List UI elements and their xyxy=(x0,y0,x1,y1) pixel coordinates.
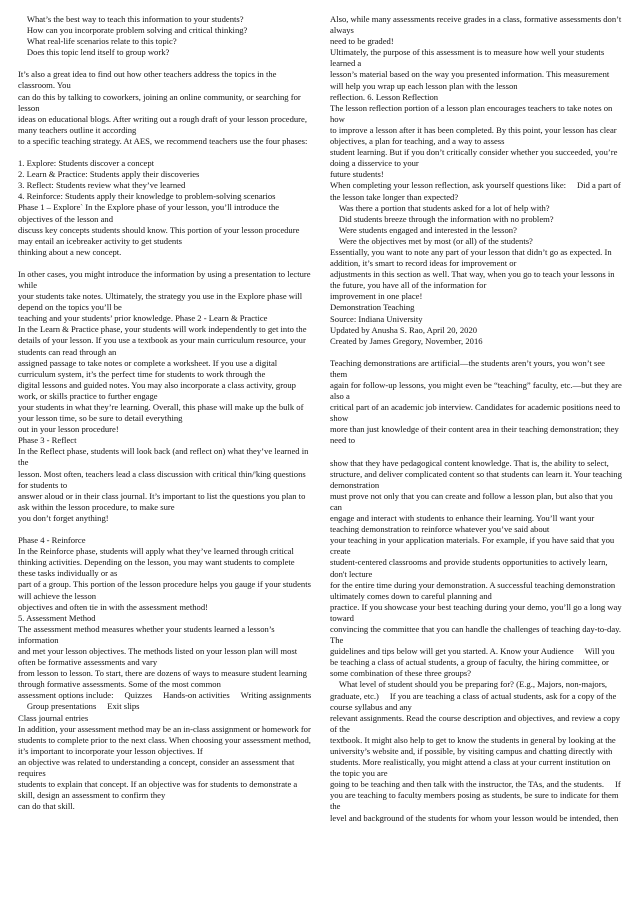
text-line: Did students breeze through the information with no problem? xyxy=(330,213,545,224)
text-line: In the Reflect phase, students will look back (and reflect on) what they’ve learned in the xyxy=(18,446,309,468)
text-line: student-centered classrooms and provide students opportunities to actively learn, don't lecture xyxy=(330,557,608,579)
text-line: The assessment method measures whether your students learned a lesson’s information xyxy=(18,623,275,645)
text-line: ideas on educational blogs. After writing out a rough draft of your lesson procedure, many teachers outline it according xyxy=(18,113,308,135)
paragraph-gap xyxy=(18,258,314,269)
text-line: practice. If you showcase your best teaching during your demo, you’ll go a long way toward xyxy=(330,601,622,623)
text-line: In other cases, you might introduce the information by using a presentation to lecture while xyxy=(18,268,311,290)
text-line: to a specific teaching strategy. At AES, we recommend teachers use the four phases: xyxy=(18,135,308,146)
text-line: assessment options include: Quizzes Hands-on activities Writing assignments Group presentations Exit slips xyxy=(18,690,309,712)
text-line: can do this by talking to coworkers, joining an online community, or searching for lesson xyxy=(18,91,301,113)
text-line: show that they have pedagogical content knowledge. That is, the ability to select, structure, and deliver complicated content so that students can learn it. Your teaching demonstration xyxy=(330,457,622,490)
text-line: How can you incorporate problem solving and critical thinking? xyxy=(18,25,239,36)
text-line: Does this topic lend itself to group work? xyxy=(18,47,161,58)
text-line: Updated by Anusha S. Rao, April 20, 2020 xyxy=(330,324,478,335)
text-line: textbook. It might also help to get to know the students in general by looking at the xyxy=(330,734,616,745)
text-line: convincing the committee that you can handle the challenges of teaching day-to-day. The xyxy=(330,623,622,646)
text-line: Source: Indiana University xyxy=(330,313,423,324)
text-line: can do that skill. xyxy=(18,801,75,812)
text-line: Were the objectives met by most (or all) of the students? xyxy=(330,235,525,246)
text-line: from lesson to lesson. To start, there are dozens of ways to measure student learning through formative assessments. Some of the most common xyxy=(18,668,307,690)
text-line: students to complete prior to the next class. When choosing your assessment method, it’s important to incorporate your lesson objectives. If xyxy=(18,734,311,756)
text-line: details of your lesson. If you use a textbook as your main curriculum resource, your students can read through an xyxy=(18,335,306,357)
text-line: 5. Assessment Method xyxy=(18,612,96,623)
text-line: Phase 4 - Reinforce xyxy=(18,535,86,546)
text-line: need to be graded! xyxy=(330,36,394,47)
text-line: an objective was related to understanding a concept, consider an assessment that requires xyxy=(18,756,295,778)
text-line: digital lessons and guided notes. You may also incorporate a class activity, group work, or skills practice to further engage xyxy=(18,379,296,401)
text-line: Essentially, you want to note any part of your lesson that didn’t go as expected. In addition, it’s smart to record ideas for improvement or xyxy=(330,246,612,269)
text-line: student learning. But if you don’t critically consider whether you succeeded, you’re doing a disservice to your xyxy=(330,147,618,169)
text-line: your students take notes. Ultimately, the strategy you use in the Explore phase will depend on the topics you’ll be xyxy=(18,291,303,313)
text-line: Demonstration Teaching xyxy=(330,302,415,313)
paragraph-gap xyxy=(330,447,622,458)
text-line: Phase 1 – Explore` In the Explore phase of your lesson, you’ll introduce the objectives of the lesson and xyxy=(18,202,280,224)
text-line: Class journal entries xyxy=(18,712,89,723)
paragraph-gap xyxy=(18,58,314,69)
text-line: part of a group. This portion of the lesson procedure helps you gauge if your students will achieve the lesson xyxy=(18,579,311,601)
text-line: Phase 3 - Reflect xyxy=(18,435,77,446)
text-line: university’s website and, if possible, by visiting campus and chatting directly with students. More realistically, you might attend a class at your current institution on the topic you are xyxy=(330,746,613,779)
text-line: It’s also a great idea to find out how other teachers address the topics in the classroom. You xyxy=(18,69,277,91)
text-line: In the Reinforce phase, students will apply what they’ve learned through critical xyxy=(18,546,294,557)
text-line: to improve a lesson after it has been completed. By this point, your lesson has clear objectives, a plan for teaching, and a way to assess xyxy=(330,124,617,147)
text-line: for the entire time during your demonstration. A successful teaching demonstration ultimately comes down to careful planning and xyxy=(330,579,616,601)
text-line: you don’t forget anything! xyxy=(18,512,109,523)
text-line: some combination of these three groups? xyxy=(330,668,472,679)
right-text-column xyxy=(330,14,622,824)
left-text-column xyxy=(18,14,314,812)
text-line: Were students engaged and interested in the lesson? xyxy=(330,224,509,235)
text-line: future students! xyxy=(330,169,384,180)
text-line: critical part of an academic job interview. Candidates for academic positions need to show xyxy=(330,402,621,424)
text-line: going to be teaching and then talk with the instructor, the TAs, and the students. If you are teaching to faculty members posing as students, be sure to indicate for them the xyxy=(330,779,619,812)
text-line: your teaching in your application materials. For example, if you have said that you create xyxy=(330,535,615,557)
text-line: answer aloud or in their class journal. It’s important to list the questions you plan to ask within the lesson procedure, to make sure xyxy=(18,490,306,512)
text-line: relevant assignments. Read the course description and objectives, and review a copy of the xyxy=(330,712,620,734)
text-line: improvement in one place! xyxy=(330,291,423,302)
text-line: What’s the best way to teach this information to your students? xyxy=(18,14,235,24)
text-line: out in your lesson procedure! xyxy=(18,424,119,435)
text-line: assigned passage to take notes or complete a worksheet. If you use a digital curriculum system, it’s the perfect time for students to work through the xyxy=(18,357,278,379)
text-line: Was there a portion that students asked for a lot of help with? xyxy=(330,202,541,213)
text-line: thinking about a new concept. xyxy=(18,246,122,257)
text-line: 3. Reflect: Students review what they’ve learned xyxy=(18,180,186,191)
text-line: lesson. Most often, teachers lead a class discussion with critical thin/'king questions for students to xyxy=(18,468,306,490)
text-line: When completing your lesson reflection, ask yourself questions like: Did a part of the lesson take longer than expected? xyxy=(330,180,612,202)
text-line: What real-life scenarios relate to this topic? xyxy=(18,36,168,47)
text-line: objectives and often tie in with the assessment method! xyxy=(18,601,208,612)
paragraph-gap xyxy=(330,347,622,358)
text-line: adjustments in this section as well. That way, when you go to teach your lessons in the future, you have all of the information for xyxy=(330,269,615,291)
text-line: In addition, your assessment method may be an in-class assignment or homework for xyxy=(18,723,311,734)
text-line: 2. Learn & Practice: Students apply their discoveries xyxy=(18,169,200,180)
text-line: Created by James Gregory, November, 2016 xyxy=(330,335,483,346)
text-line: thinking activities. Depending on the lesson, you may want students to complete these tasks individually or as xyxy=(18,557,295,579)
paragraph-gap xyxy=(18,524,314,535)
text-line: Teaching demonstrations are artificial—the students aren’t yours, you won’t see them xyxy=(330,357,605,379)
text-line: guidelines and tips below will get you started. A. Know your Audience Will you be teaching a class of actual students, a group of faculty, the hiring committee, or xyxy=(330,646,616,668)
text-line: reflection. 6. Lesson Reflection xyxy=(330,91,439,102)
text-line: Ultimately, the purpose of this assessment is to measure how well your students learned a xyxy=(330,47,605,69)
text-line: again for follow-up lessons, you might even be “teaching” faculty, etc.—but they are also a xyxy=(330,380,622,402)
text-line: In the Learn & Practice phase, your students will work independently to get into the xyxy=(18,324,307,335)
text-line: students to explain that concept. If an objective was for students to demonstrate a skill, design an assessment to confirm they xyxy=(18,779,298,801)
text-line: lesson’s material based on the way you presented information. This measurement will help you wrap up each lesson plan with the lesson xyxy=(330,69,610,91)
text-line: teaching and your students’ prior knowledge. Phase 2 - Learn & Practice xyxy=(18,313,268,324)
text-line: What level of student should you be preparing for? (E.g., Majors, non-majors, graduate, etc.) If you are teaching a class of actual students, ask for a copy of the course syllabus and any xyxy=(330,679,608,712)
text-line: Also, while many assessments receive grades in a class, formative assessments don’t always xyxy=(330,14,622,36)
text-line: must prove not only that you can create and follow a lesson plan, but also that you can xyxy=(330,490,613,512)
text-line: The lesson reflection portion of a lesson plan encourages teachers to take notes on how xyxy=(330,102,613,124)
text-line: 4. Reinforce: Students apply their knowledge to problem-solving scenarios xyxy=(18,191,276,202)
text-line: your students in what they’re learning. Overall, this phase will make up the bulk of your lesson time, so be sure to detail everything xyxy=(18,402,304,424)
paragraph-gap xyxy=(18,147,314,158)
text-line: and met your lesson objectives. The methods listed on your lesson plan will most often be formative assessments and vary xyxy=(18,645,298,668)
text-line: more than just knowledge of their content area in their teaching demonstration; they need to xyxy=(330,424,619,446)
text-line: engage and interact with students to enhance their learning. You’ll want your teaching demonstration to reinforce whatever you’ve said about xyxy=(330,513,595,535)
text-line: 1. Explore: Students discover a concept xyxy=(18,158,155,169)
text-line: level and background of the students for whom your lesson would be intended, then xyxy=(330,812,619,823)
text-line: discuss key concepts students should know. This portion of your lesson procedure may entail an icebreaker activity to get students xyxy=(18,224,300,246)
